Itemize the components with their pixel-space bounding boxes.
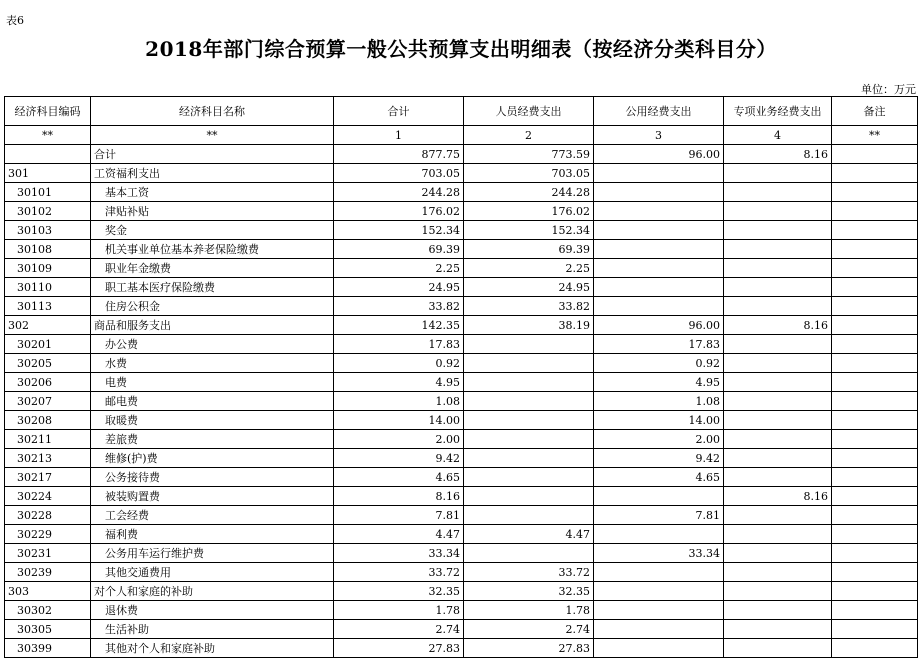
cell-note (832, 316, 918, 335)
cell-note (832, 430, 918, 449)
cell-personnel: 244.28 (464, 183, 594, 202)
cell-personnel (464, 506, 594, 525)
table-row (5, 392, 918, 411)
cell-total: 2.00 (334, 430, 464, 449)
table-row (5, 449, 918, 468)
cell-special (724, 259, 832, 278)
cell-public: 7.81 (594, 506, 724, 525)
cell-code: 30103 (5, 221, 91, 240)
table-body (5, 145, 918, 658)
table-row (5, 563, 918, 582)
cell-personnel: 33.82 (464, 297, 594, 316)
cell-special (724, 297, 832, 316)
cell-code: 30208 (5, 411, 91, 430)
page-title: 2018年部门综合预算一般公共预算支出明细表（按经济分类科目分） (145, 37, 777, 61)
cell-special (724, 373, 832, 392)
cell-total: 27.83 (334, 639, 464, 658)
cell-special: 8.16 (724, 316, 832, 335)
cell-public: 1.08 (594, 392, 724, 411)
cell-note (832, 297, 918, 316)
cell-code: 30109 (5, 259, 91, 278)
cell-total: 244.28 (334, 183, 464, 202)
cell-special (724, 240, 832, 259)
table-row (5, 183, 918, 202)
cell-personnel: 69.39 (464, 240, 594, 259)
cell-name: 差旅费 (91, 430, 334, 449)
index-cell: 1 (334, 126, 464, 145)
cell-total: 9.42 (334, 449, 464, 468)
cell-total: 4.95 (334, 373, 464, 392)
cell-total: 0.92 (334, 354, 464, 373)
cell-special: 8.16 (724, 487, 832, 506)
cell-personnel (464, 449, 594, 468)
cell-code: 30229 (5, 525, 91, 544)
cell-code: 30305 (5, 620, 91, 639)
cell-note (832, 183, 918, 202)
table-row (5, 164, 918, 183)
cell-name: 其他对个人和家庭补助 (91, 639, 334, 658)
cell-public (594, 601, 724, 620)
cell-note (832, 563, 918, 582)
cell-code: 30231 (5, 544, 91, 563)
cell-personnel: 24.95 (464, 278, 594, 297)
cell-public: 2.00 (594, 430, 724, 449)
cell-code: 30239 (5, 563, 91, 582)
cell-public (594, 487, 724, 506)
table-row (5, 601, 918, 620)
cell-special (724, 354, 832, 373)
cell-total: 33.34 (334, 544, 464, 563)
cell-personnel: 703.05 (464, 164, 594, 183)
cell-name: 对个人和家庭的补助 (91, 582, 334, 601)
cell-name: 邮电费 (91, 392, 334, 411)
cell-public: 17.83 (594, 335, 724, 354)
cell-special (724, 601, 832, 620)
table-row (5, 639, 918, 658)
cell-name: 津贴补贴 (91, 202, 334, 221)
cell-note (832, 202, 918, 221)
cell-total: 142.35 (334, 316, 464, 335)
cell-code: 30206 (5, 373, 91, 392)
cell-name: 奖金 (91, 221, 334, 240)
cell-public: 4.95 (594, 373, 724, 392)
cell-special (724, 620, 832, 639)
cell-name: 其他交通费用 (91, 563, 334, 582)
cell-name: 水费 (91, 354, 334, 373)
cell-total: 877.75 (334, 145, 464, 164)
cell-total: 33.82 (334, 297, 464, 316)
cell-note (832, 468, 918, 487)
cell-personnel (464, 373, 594, 392)
cell-special (724, 544, 832, 563)
cell-public (594, 563, 724, 582)
cell-note (832, 373, 918, 392)
table-row (5, 525, 918, 544)
cell-public (594, 259, 724, 278)
cell-note (832, 582, 918, 601)
cell-special (724, 411, 832, 430)
cell-code: 30217 (5, 468, 91, 487)
cell-name: 维修(护)费 (91, 449, 334, 468)
cell-personnel: 2.74 (464, 620, 594, 639)
cell-special (724, 202, 832, 221)
table-row (5, 506, 918, 525)
cell-name: 办公费 (91, 335, 334, 354)
cell-personnel: 27.83 (464, 639, 594, 658)
cell-special (724, 639, 832, 658)
cell-personnel (464, 335, 594, 354)
cell-public (594, 297, 724, 316)
cell-note (832, 240, 918, 259)
cell-personnel: 33.72 (464, 563, 594, 582)
cell-public: 14.00 (594, 411, 724, 430)
cell-code (5, 145, 91, 164)
cell-code: 301 (5, 164, 91, 183)
cell-note (832, 620, 918, 639)
cell-special (724, 278, 832, 297)
cell-name: 公务用车运行维护费 (91, 544, 334, 563)
cell-total: 176.02 (334, 202, 464, 221)
cell-special (724, 392, 832, 411)
cell-personnel (464, 392, 594, 411)
cell-note (832, 335, 918, 354)
cell-special (724, 430, 832, 449)
cell-total: 152.34 (334, 221, 464, 240)
cell-code: 30102 (5, 202, 91, 221)
cell-code: 30110 (5, 278, 91, 297)
col-header-special: 专项业务经费支出 (724, 97, 832, 126)
cell-code: 30302 (5, 601, 91, 620)
table-row (5, 202, 918, 221)
cell-public: 0.92 (594, 354, 724, 373)
cell-name: 公务接待费 (91, 468, 334, 487)
cell-note (832, 544, 918, 563)
cell-code: 30224 (5, 487, 91, 506)
table-row (5, 278, 918, 297)
col-header-note: 备注 (832, 97, 918, 126)
cell-public: 96.00 (594, 145, 724, 164)
cell-name: 福利费 (91, 525, 334, 544)
index-cell: 2 (464, 126, 594, 145)
cell-note (832, 601, 918, 620)
cell-public (594, 525, 724, 544)
cell-note (832, 354, 918, 373)
table-row (5, 297, 918, 316)
cell-total: 32.35 (334, 582, 464, 601)
cell-total: 33.72 (334, 563, 464, 582)
cell-note (832, 487, 918, 506)
cell-public: 96.00 (594, 316, 724, 335)
cell-name: 退休费 (91, 601, 334, 620)
table-row (5, 259, 918, 278)
cell-code: 30108 (5, 240, 91, 259)
table-row (5, 221, 918, 240)
cell-name: 机关事业单位基本养老保险缴费 (91, 240, 334, 259)
cell-name: 取暖费 (91, 411, 334, 430)
index-cell: ** (832, 126, 918, 145)
cell-note (832, 506, 918, 525)
cell-special (724, 563, 832, 582)
table-row (5, 430, 918, 449)
cell-code: 30211 (5, 430, 91, 449)
cell-code: 30205 (5, 354, 91, 373)
cell-note (832, 221, 918, 240)
index-cell: 3 (594, 126, 724, 145)
cell-code: 30399 (5, 639, 91, 658)
cell-special (724, 335, 832, 354)
table-row (5, 316, 918, 335)
col-header-name: 经济科目名称 (91, 97, 334, 126)
cell-total: 2.25 (334, 259, 464, 278)
cell-total: 1.78 (334, 601, 464, 620)
cell-name: 职业年金缴费 (91, 259, 334, 278)
cell-total: 7.81 (334, 506, 464, 525)
cell-note (832, 145, 918, 164)
cell-code: 30101 (5, 183, 91, 202)
table-row (5, 620, 918, 639)
table-row (5, 373, 918, 392)
cell-special (724, 221, 832, 240)
cell-personnel: 773.59 (464, 145, 594, 164)
cell-note (832, 392, 918, 411)
cell-note (832, 525, 918, 544)
cell-note (832, 278, 918, 297)
cell-special (724, 468, 832, 487)
cell-special (724, 582, 832, 601)
cell-personnel (464, 430, 594, 449)
cell-public (594, 278, 724, 297)
cell-code: 30213 (5, 449, 91, 468)
col-header-public: 公用经费支出 (594, 97, 724, 126)
table-row (5, 145, 918, 164)
cell-personnel: 152.34 (464, 221, 594, 240)
cell-note (832, 411, 918, 430)
cell-public (594, 639, 724, 658)
cell-code: 30201 (5, 335, 91, 354)
index-cell: 4 (724, 126, 832, 145)
cell-name: 基本工资 (91, 183, 334, 202)
cell-public (594, 202, 724, 221)
index-cell: ** (91, 126, 334, 145)
col-header-personnel: 人员经费支出 (464, 97, 594, 126)
cell-total: 1.08 (334, 392, 464, 411)
cell-personnel: 176.02 (464, 202, 594, 221)
cell-note (832, 639, 918, 658)
cell-special (724, 449, 832, 468)
cell-public (594, 183, 724, 202)
cell-name: 工会经费 (91, 506, 334, 525)
cell-note (832, 164, 918, 183)
cell-public: 9.42 (594, 449, 724, 468)
table-row (5, 411, 918, 430)
table-row (5, 582, 918, 601)
cell-special (724, 506, 832, 525)
cell-total: 17.83 (334, 335, 464, 354)
cell-name: 住房公积金 (91, 297, 334, 316)
cell-total: 69.39 (334, 240, 464, 259)
cell-code: 303 (5, 582, 91, 601)
table-row (5, 354, 918, 373)
cell-name: 工资福利支出 (91, 164, 334, 183)
cell-name: 合计 (91, 145, 334, 164)
cell-code: 30228 (5, 506, 91, 525)
cell-personnel (464, 544, 594, 563)
cell-total: 8.16 (334, 487, 464, 506)
col-header-total: 合计 (334, 97, 464, 126)
cell-code: 30113 (5, 297, 91, 316)
cell-note (832, 259, 918, 278)
cell-code: 30207 (5, 392, 91, 411)
cell-personnel: 1.78 (464, 601, 594, 620)
cell-note (832, 449, 918, 468)
cell-public (594, 221, 724, 240)
cell-public (594, 620, 724, 639)
cell-public: 4.65 (594, 468, 724, 487)
cell-total: 4.65 (334, 468, 464, 487)
index-row (5, 126, 918, 145)
index-cell: ** (5, 126, 91, 145)
cell-name: 职工基本医疗保险缴费 (91, 278, 334, 297)
table-row (5, 240, 918, 259)
cell-total: 703.05 (334, 164, 464, 183)
cell-total: 2.74 (334, 620, 464, 639)
col-header-code: 经济科目编码 (5, 97, 91, 126)
cell-total: 14.00 (334, 411, 464, 430)
cell-public (594, 164, 724, 183)
cell-personnel: 32.35 (464, 582, 594, 601)
table-row (5, 335, 918, 354)
cell-personnel (464, 487, 594, 506)
cell-name: 商品和服务支出 (91, 316, 334, 335)
cell-special (724, 183, 832, 202)
table-number-label: 表6 (6, 14, 24, 27)
table-row (5, 544, 918, 563)
cell-total: 24.95 (334, 278, 464, 297)
cell-special: 8.16 (724, 145, 832, 164)
cell-name: 电费 (91, 373, 334, 392)
cell-personnel: 38.19 (464, 316, 594, 335)
header-row (5, 97, 918, 126)
cell-personnel (464, 411, 594, 430)
cell-public (594, 582, 724, 601)
cell-personnel (464, 354, 594, 373)
budget-table (4, 96, 918, 658)
cell-special (724, 525, 832, 544)
table-row (5, 487, 918, 506)
cell-public (594, 240, 724, 259)
cell-public: 33.34 (594, 544, 724, 563)
table-row (5, 468, 918, 487)
cell-total: 4.47 (334, 525, 464, 544)
cell-personnel: 4.47 (464, 525, 594, 544)
cell-name: 生活补助 (91, 620, 334, 639)
cell-personnel: 2.25 (464, 259, 594, 278)
unit-label: 单位：万元 (861, 83, 916, 96)
cell-code: 302 (5, 316, 91, 335)
cell-name: 被装购置费 (91, 487, 334, 506)
cell-personnel (464, 468, 594, 487)
cell-special (724, 164, 832, 183)
